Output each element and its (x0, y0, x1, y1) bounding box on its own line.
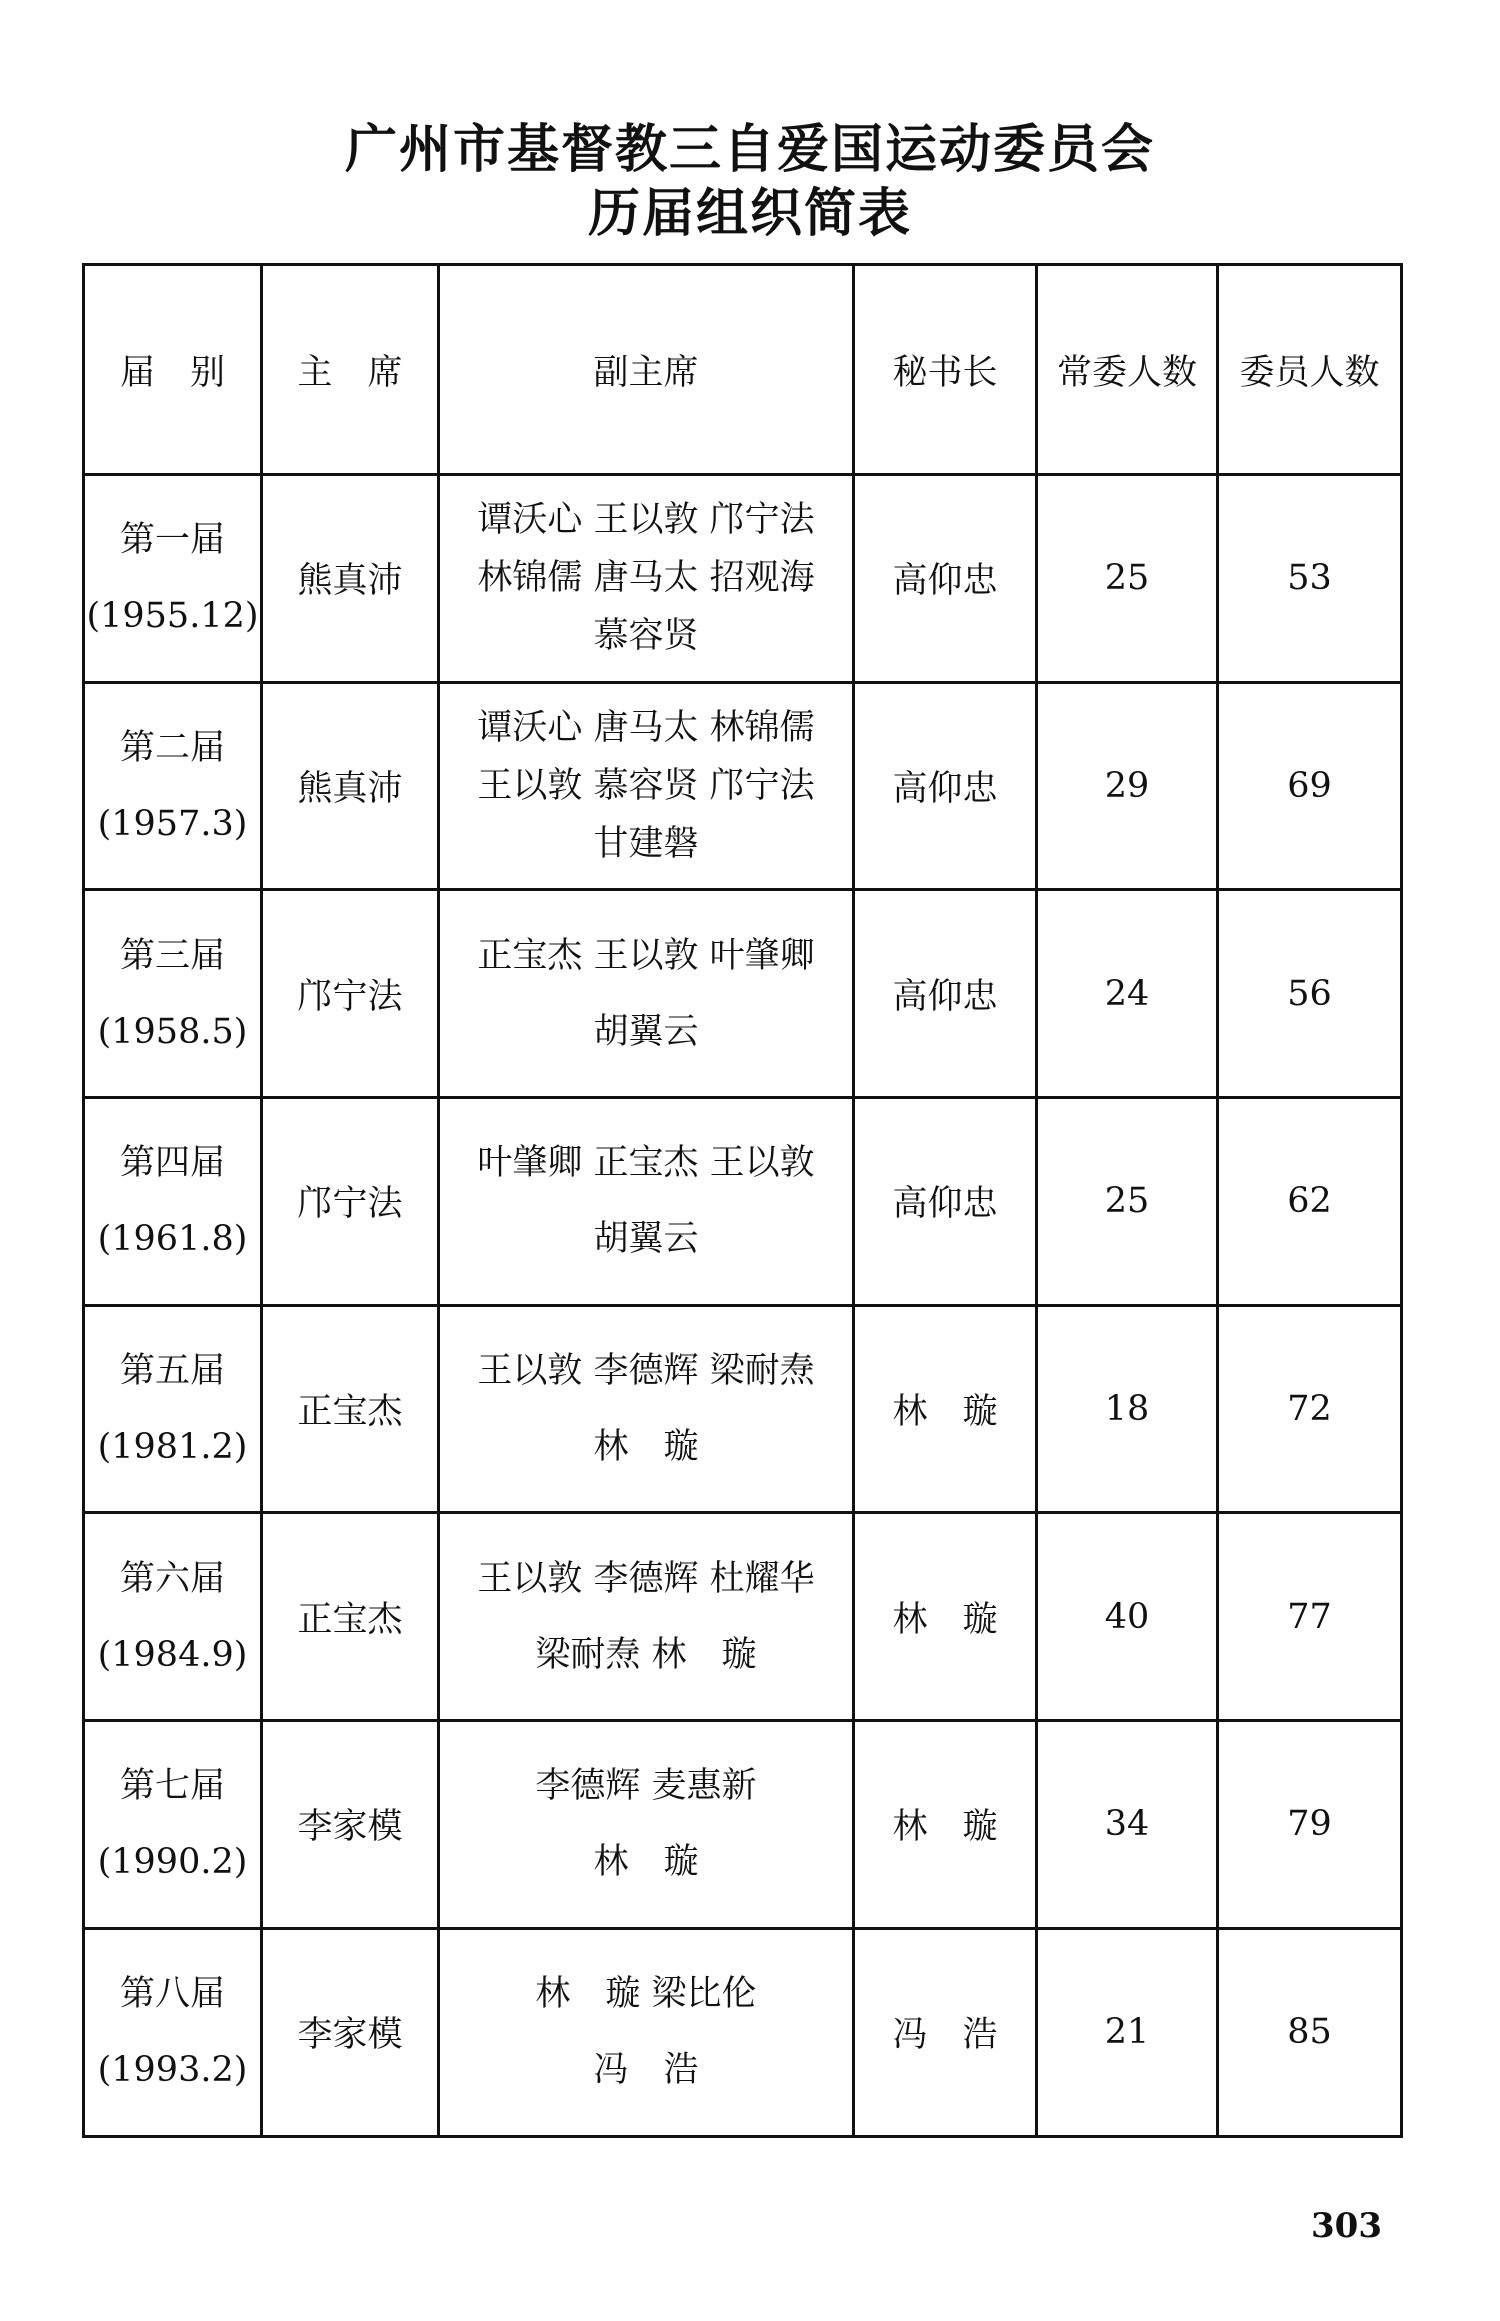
standing-committee-cell: 25 (1037, 475, 1218, 683)
standing-committee-cell: 34 (1037, 1721, 1218, 1929)
session-label: 第八届 (119, 1974, 225, 2015)
secretary-cell: 高仰忠 (854, 475, 1037, 683)
vice-line: 王以敦 李德辉 梁耐焘 (477, 1351, 815, 1392)
vice-line: 梁耐焘 林 璇 (535, 1634, 757, 1675)
session-label: 第一届 (119, 520, 225, 561)
organization-table (82, 263, 1403, 2138)
committee-members-cell: 85 (1218, 1928, 1402, 2136)
table-row (84, 1928, 1402, 2136)
table-row (84, 1513, 1402, 1721)
standing-committee-cell: 40 (1037, 1513, 1218, 1721)
vice-chairmen-cell (439, 890, 854, 1098)
vice-chairmen-cell (439, 1098, 854, 1306)
session-label: 第四届 (119, 1143, 225, 1184)
vice-line: 甘建磐 (593, 824, 699, 865)
header-chairman: 主 席 (262, 265, 439, 475)
session-date: (1958.5) (97, 1011, 248, 1052)
session-date: (1981.2) (97, 1427, 248, 1468)
page-number: 303 (1311, 2206, 1382, 2246)
session-date: (1955.12) (86, 596, 259, 637)
vice-chairmen-cell (439, 1721, 854, 1929)
session-date: (1961.8) (97, 1219, 248, 1260)
vice-line: 胡翼云 (593, 1219, 699, 1260)
secretary-cell: 林 璇 (854, 1305, 1037, 1513)
vice-line: 林 璇 (593, 1842, 699, 1883)
header-committee-members: 委员人数 (1218, 265, 1402, 475)
session-label: 第二届 (119, 728, 225, 769)
standing-committee-cell: 25 (1037, 1098, 1218, 1306)
chairman-cell: 邝宁法 (262, 890, 439, 1098)
committee-members-cell: 69 (1218, 682, 1402, 890)
session-date: (1993.2) (97, 2050, 248, 2091)
standing-committee-cell: 24 (1037, 890, 1218, 1098)
session-cell (84, 1928, 262, 2136)
vice-chairmen-cell (439, 682, 854, 890)
vice-line: 慕容贤 (593, 616, 699, 657)
chairman-cell: 邝宁法 (262, 1098, 439, 1306)
vice-chairmen-cell (439, 1928, 854, 2136)
vice-line: 李德辉 麦惠新 (535, 1766, 757, 1807)
standing-committee-cell: 21 (1037, 1928, 1218, 2136)
chairman-cell: 正宝杰 (262, 1305, 439, 1513)
vice-line: 王以敦 慕容贤 邝宁法 (477, 766, 815, 807)
session-label: 第三届 (119, 935, 225, 976)
standing-committee-cell: 29 (1037, 682, 1218, 890)
session-cell (84, 1721, 262, 1929)
chairman-cell: 熊真沛 (262, 682, 439, 890)
header-secretary: 秘书长 (854, 265, 1037, 475)
session-date: (1984.9) (97, 1634, 248, 1675)
secretary-cell: 林 璇 (854, 1721, 1037, 1929)
committee-members-cell: 53 (1218, 475, 1402, 683)
vice-line: 林锦儒 唐马太 招观海 (477, 558, 815, 599)
vice-line: 林 璇 (593, 1427, 699, 1468)
session-date: (1990.2) (97, 1842, 248, 1883)
secretary-cell: 高仰忠 (854, 1098, 1037, 1306)
vice-chairmen-cell (439, 1513, 854, 1721)
committee-members-cell: 72 (1218, 1305, 1402, 1513)
vice-chairmen-cell (439, 475, 854, 683)
session-label: 第七届 (119, 1766, 225, 1807)
standing-committee-cell: 18 (1037, 1305, 1218, 1513)
vice-chairmen-cell (439, 1305, 854, 1513)
table-row (84, 475, 1402, 683)
session-cell (84, 1098, 262, 1306)
page-title (0, 118, 1500, 246)
vice-line: 谭沃心 王以敦 邝宁法 (477, 500, 815, 541)
session-label: 第六届 (119, 1558, 225, 1599)
table-header-row (84, 265, 1402, 475)
header-standing-committee: 常委人数 (1037, 265, 1218, 475)
secretary-cell: 高仰忠 (854, 890, 1037, 1098)
secretary-cell: 高仰忠 (854, 682, 1037, 890)
chairman-cell: 李家模 (262, 1721, 439, 1929)
chairman-cell: 正宝杰 (262, 1513, 439, 1721)
committee-members-cell: 77 (1218, 1513, 1402, 1721)
secretary-cell: 林 璇 (854, 1513, 1037, 1721)
header-session: 届 别 (84, 265, 262, 475)
session-label: 第五届 (119, 1351, 225, 1392)
table-row (84, 1098, 1402, 1306)
chairman-cell: 熊真沛 (262, 475, 439, 683)
session-cell (84, 682, 262, 890)
secretary-cell: 冯 浩 (854, 1928, 1037, 2136)
table-row (84, 1305, 1402, 1513)
committee-members-cell: 79 (1218, 1721, 1402, 1929)
session-cell (84, 890, 262, 1098)
committee-members-cell: 62 (1218, 1098, 1402, 1306)
vice-line: 正宝杰 王以敦 叶肇卿 (477, 935, 815, 976)
vice-line: 叶肇卿 正宝杰 王以敦 (477, 1143, 815, 1184)
session-cell (84, 1305, 262, 1513)
chairman-cell: 李家模 (262, 1928, 439, 2136)
title-line-2: 历届组织简表 (587, 184, 912, 244)
table-row (84, 682, 1402, 890)
table-row (84, 1721, 1402, 1929)
session-date: (1957.3) (97, 804, 248, 845)
vice-line: 林 璇 梁比伦 (535, 1974, 757, 2015)
table-row (84, 890, 1402, 1098)
title-line-1: 广州市基督教三自爱国运动委员会 (344, 120, 1155, 180)
session-cell (84, 475, 262, 683)
vice-line: 胡翼云 (593, 1011, 699, 1052)
vice-line: 谭沃心 唐马太 林锦儒 (477, 708, 815, 749)
header-vice-chairmen: 副主席 (439, 265, 854, 475)
committee-members-cell: 56 (1218, 890, 1402, 1098)
vice-line: 冯 浩 (593, 2050, 699, 2091)
vice-line: 王以敦 李德辉 杜耀华 (477, 1558, 815, 1599)
session-cell (84, 1513, 262, 1721)
